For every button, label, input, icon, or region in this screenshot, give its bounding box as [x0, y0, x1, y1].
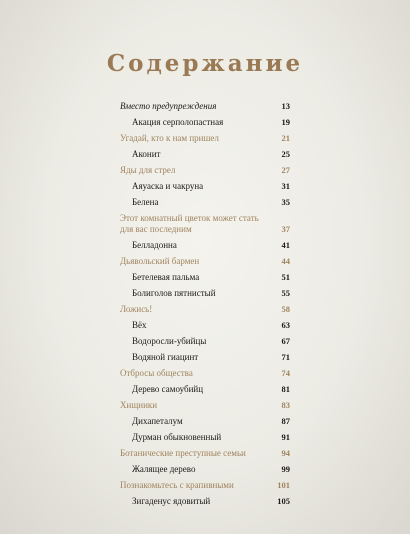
toc-entry-page-number: 83 — [281, 400, 290, 410]
toc-entry[interactable] — [120, 133, 290, 144]
toc-entry-page-number: 27 — [281, 165, 290, 175]
toc-entry-title: Познакомьтесь с крапивными — [120, 480, 234, 490]
toc-entry-title: Акация серполопастная — [132, 117, 224, 127]
toc-entry-page-number: 55 — [281, 288, 290, 298]
toc-entry[interactable] — [120, 448, 290, 459]
toc-entry[interactable] — [120, 384, 290, 395]
toc-entry-page-number: 71 — [281, 352, 290, 362]
toc-entry[interactable] — [120, 464, 290, 475]
toc-entry[interactable] — [120, 240, 290, 251]
toc-entry-title: Жалящее дерево — [132, 464, 196, 474]
toc-entry-page-number: 19 — [281, 117, 290, 127]
toc-entry-page-number: 81 — [281, 384, 290, 394]
toc-entry-page-number: 13 — [281, 101, 290, 111]
toc-entry-page-number: 63 — [281, 320, 290, 330]
toc-entry-title: Зигаденус ядовитый — [132, 496, 211, 506]
toc-entry[interactable] — [120, 416, 290, 427]
toc-entry-page-number: 99 — [281, 464, 290, 474]
toc-entry-title: Яды для стрел — [120, 165, 176, 175]
toc-entry[interactable] — [120, 149, 290, 160]
toc-entry[interactable] — [120, 400, 290, 411]
toc-entry-title: Ботанические преступные семьи — [120, 448, 246, 458]
toc-entry-title: Белладонна — [132, 240, 177, 250]
toc-entry-title: Вёх — [132, 320, 147, 330]
toc-entry[interactable] — [120, 480, 290, 491]
toc-entry-title: Ложись! — [120, 304, 153, 314]
toc-entry-page-number: 35 — [281, 197, 290, 207]
toc-entry[interactable] — [120, 101, 290, 112]
toc-entry-title: Хищники — [120, 400, 158, 410]
toc-entry-title: Аконит — [132, 149, 161, 159]
table-of-contents — [120, 101, 290, 512]
toc-entry-title: Водяной гиацинт — [132, 352, 199, 362]
toc-entry[interactable] — [120, 368, 290, 379]
toc-entry-page-number: 101 — [277, 480, 290, 490]
toc-entry-page-number: 87 — [281, 416, 290, 426]
toc-entry[interactable] — [120, 272, 290, 283]
toc-entry-page-number: 91 — [281, 432, 290, 442]
toc-entry-page-number: 37 — [281, 224, 290, 234]
toc-entry[interactable] — [120, 197, 290, 208]
toc-entry-page-number: 44 — [281, 256, 290, 266]
toc-entry-title: Дурман обыкновенный — [132, 432, 222, 442]
toc-entry[interactable] — [120, 320, 290, 331]
toc-entry-page-number: 25 — [281, 149, 290, 159]
toc-entry-page-number: 41 — [281, 240, 290, 250]
toc-entry[interactable] — [120, 213, 290, 235]
toc-entry-page-number: 51 — [281, 272, 290, 282]
page-title: Содержание — [106, 50, 304, 77]
toc-entry-title: Дерево самоубийц — [132, 384, 204, 394]
toc-entry[interactable] — [120, 352, 290, 363]
toc-entry[interactable] — [120, 288, 290, 299]
toc-entry[interactable] — [120, 117, 290, 128]
toc-entry-title: Бетелевая пальма — [132, 272, 200, 282]
toc-entry[interactable] — [120, 336, 290, 347]
toc-entry[interactable] — [120, 304, 290, 315]
toc-entry[interactable] — [120, 432, 290, 443]
toc-entry-title: Отбросы общества — [120, 368, 193, 378]
toc-entry-title: Дихапеталум — [132, 416, 183, 426]
toc-entry-title: Дьявольский бармен — [120, 256, 200, 266]
toc-entry[interactable] — [120, 181, 290, 192]
toc-entry-title: Болиголов пятнистый — [132, 288, 216, 298]
toc-entry[interactable] — [120, 165, 290, 176]
toc-entry-page-number: 21 — [281, 133, 290, 143]
toc-entry-page-number: 105 — [277, 496, 290, 506]
toc-entry-page-number: 94 — [281, 448, 290, 458]
toc-entry-title: Этот комнатный цветок может стать для вас последним — [120, 213, 259, 234]
toc-entry-page-number: 74 — [281, 368, 290, 378]
toc-entry-page-number: 58 — [281, 304, 290, 314]
toc-entry[interactable] — [120, 256, 290, 267]
toc-entry-page-number: 67 — [281, 336, 290, 346]
toc-entry[interactable] — [120, 496, 290, 507]
toc-entry-title: Вместо предупреждения — [120, 101, 217, 111]
toc-entry-title: Водоросли-убийцы — [132, 336, 207, 346]
toc-entry-page-number: 31 — [281, 181, 290, 191]
toc-entry-title: Аяуаска и чакруна — [132, 181, 204, 191]
toc-entry-title: Белена — [132, 197, 159, 207]
toc-entry-title: Угадай, кто к нам пришел — [120, 133, 219, 143]
